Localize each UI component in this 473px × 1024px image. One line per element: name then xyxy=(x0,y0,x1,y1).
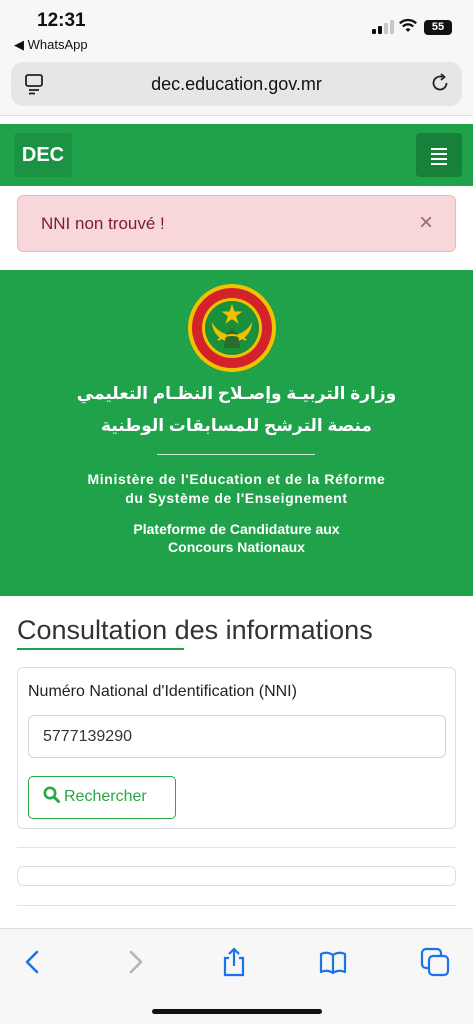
hero-banner xyxy=(0,270,473,596)
status-bar xyxy=(0,0,473,58)
home-indicator xyxy=(152,1009,322,1014)
address-bar[interactable] xyxy=(11,62,462,106)
divider xyxy=(17,905,456,906)
browser-address-area xyxy=(0,58,473,116)
nni-field-label: Numéro National d'Identification (NNI) xyxy=(28,683,297,700)
status-time: 12:31 xyxy=(37,10,86,31)
platform-french-line1: Plateforme de Candidature aux xyxy=(133,521,340,537)
reload-icon[interactable] xyxy=(430,73,450,93)
menu-icon-line xyxy=(431,153,447,155)
site-navbar xyxy=(0,124,473,186)
platform-arabic: منصة الترشح للمسابقات الوطنية xyxy=(101,416,372,435)
wifi-icon xyxy=(398,18,418,34)
ministry-french-line2: du Système de l'Enseignement xyxy=(125,490,348,506)
ministry-french-line1: Ministère de l'Education et de la Réforme xyxy=(87,471,386,487)
ministry-arabic: وزارة التربيـة وإصـلاح النظـام التعليمي xyxy=(76,384,397,403)
alert-message: NNI non trouvé ! xyxy=(41,214,165,233)
back-arrow-icon[interactable] xyxy=(18,947,48,977)
nni-input[interactable] xyxy=(28,715,446,758)
tabs-icon[interactable] xyxy=(420,947,450,977)
search-button[interactable] xyxy=(28,776,176,819)
divider xyxy=(17,847,456,848)
nni-search-card xyxy=(17,667,456,829)
share-icon[interactable] xyxy=(219,947,249,977)
search-button-label: Rechercher xyxy=(64,788,147,805)
menu-icon-line xyxy=(431,148,447,150)
menu-icon-line xyxy=(431,158,447,160)
national-emblem-icon xyxy=(186,282,278,374)
forward-arrow-icon[interactable] xyxy=(120,947,150,977)
error-alert xyxy=(17,195,456,252)
page-title: Consultation des informations xyxy=(17,615,373,645)
search-icon xyxy=(43,786,60,803)
bookmarks-icon[interactable] xyxy=(318,947,348,977)
close-icon[interactable]: × xyxy=(418,209,433,236)
battery-indicator: 55 xyxy=(424,20,452,35)
url-text: dec.education.gov.mr xyxy=(151,74,322,94)
cellular-signal-icon xyxy=(372,20,396,34)
title-underline xyxy=(17,648,184,650)
hero-divider xyxy=(157,454,315,455)
back-to-app-link[interactable]: ◀ WhatsApp xyxy=(14,37,88,52)
platform-french-line2: Concours Nationaux xyxy=(168,539,305,555)
results-box xyxy=(17,866,456,886)
brand-logo[interactable]: DEC xyxy=(14,133,72,177)
menu-toggle-button[interactable] xyxy=(416,133,462,177)
menu-icon-line xyxy=(431,163,447,165)
